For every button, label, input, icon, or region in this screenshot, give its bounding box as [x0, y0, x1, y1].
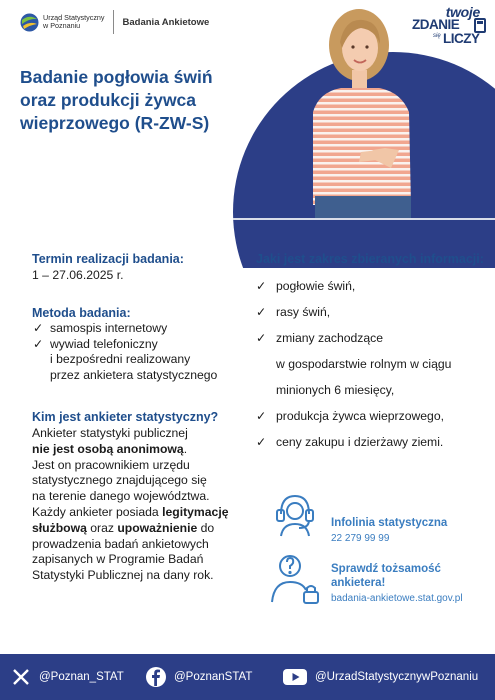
- check-icon: ✓: [256, 331, 267, 345]
- scope-heading: Jaki jest zakres zbieranych informacji:: [256, 252, 484, 266]
- method-item-online: [32, 321, 242, 337]
- method-item-label-l2: i bezpośredni realizowany: [50, 352, 191, 367]
- check-icon: ✓: [33, 336, 44, 351]
- who-line: Statystyki Publicznej na dany rok.: [32, 568, 214, 583]
- method-item-interview: [32, 337, 242, 384]
- who-line: [32, 521, 244, 537]
- authorization-emphasis: upoważnienie: [117, 520, 198, 535]
- headset-icon: [269, 490, 321, 540]
- badge-line3: się: [433, 33, 441, 39]
- scope-item: [256, 429, 491, 455]
- method-item-label-l3: przez ankietera statystycznego: [50, 367, 218, 382]
- check-icon: ✓: [256, 279, 267, 293]
- facebook-social-link[interactable]: [145, 666, 252, 688]
- gus-logo: [20, 10, 209, 34]
- x-handle: @Poznan_STAT: [39, 671, 124, 683]
- logo-title: Badania Ankietowe: [122, 16, 210, 28]
- who-text: Każdy ankieter posiada: [32, 504, 163, 519]
- scope-item-label-l3: minionych 6 miesięcy,: [276, 383, 395, 397]
- scope-item: [256, 273, 491, 299]
- logo-line1: Urząd Statystyczny: [43, 12, 105, 22]
- id-card-emphasis: legitymację: [162, 504, 229, 519]
- verify-line2: ankietera!: [331, 577, 386, 589]
- twoje-zdanie-badge: [408, 4, 486, 46]
- badge-line1: twoje: [445, 4, 480, 20]
- badge-line4: LICZY: [443, 31, 480, 46]
- facebook-handle: @PoznanSTAT: [174, 671, 253, 683]
- check-icon: ✓: [33, 321, 44, 335]
- gus-logo-icon: [20, 13, 39, 32]
- logo-text: [43, 14, 105, 31]
- scope-item-label: ceny zakupu i dzierżawy ziemi.: [276, 435, 444, 449]
- verify-link[interactable]: badania-ankietowe.stat.gov.pl: [331, 593, 463, 604]
- method-item-label: samospis internetowy: [50, 321, 168, 335]
- who-text: do: [197, 520, 215, 535]
- scope-item: [256, 403, 491, 429]
- anonymous-emphasis: nie jest osobą anonimową: [32, 441, 184, 456]
- method-heading: Metoda badania:: [32, 306, 131, 320]
- deadline-heading: Termin realizacji badania:: [32, 252, 184, 266]
- verify-heading: [331, 562, 441, 590]
- who-heading: Kim jest ankieter statystyczny?: [32, 410, 219, 424]
- title-line2: oraz produkcji żywca: [20, 90, 197, 110]
- youtube-social-link[interactable]: [282, 666, 478, 688]
- who-line: na terenie danego województwa.: [32, 489, 210, 504]
- scope-item: [256, 299, 491, 325]
- scope-item: [256, 325, 491, 403]
- interviewer-verify-icon: [266, 548, 322, 606]
- method-list: [32, 321, 242, 383]
- method-item-label: wywiad telefoniczny: [50, 336, 158, 351]
- check-icon: ✓: [256, 305, 267, 319]
- check-icon: ✓: [256, 409, 267, 423]
- verify-line1: Sprawdź tożsamość: [331, 563, 441, 575]
- who-text: .: [183, 441, 188, 456]
- check-icon: ✓: [256, 435, 267, 449]
- who-line: [32, 505, 244, 521]
- calculator-icon: [474, 18, 486, 33]
- badge-line2: ZDANIE: [412, 17, 460, 32]
- x-social-link[interactable]: [10, 666, 124, 688]
- hotline-number[interactable]: 22 279 99 99: [331, 533, 390, 544]
- title-line1: Badanie pogłowia świń: [20, 67, 213, 87]
- logo-line2: w Poznaniu: [43, 21, 81, 30]
- who-line: Ankieter statystyki publicznej: [32, 426, 188, 440]
- who-line: statystycznego znajdującego się: [32, 473, 207, 488]
- title-line3: wieprzowego (R-ZW-S): [20, 113, 210, 133]
- scope-list: [256, 273, 491, 455]
- hotline-label: Infolinia statystyczna: [331, 517, 448, 529]
- who-paragraph: [32, 426, 244, 584]
- facebook-icon: [145, 666, 167, 688]
- who-text: oraz: [86, 520, 118, 535]
- who-line: [32, 442, 244, 458]
- survey-title: [20, 66, 240, 135]
- scope-item-label: zmiany zachodzące: [276, 331, 384, 345]
- scope-item-label: rasy świń,: [276, 305, 331, 319]
- x-icon: [10, 666, 32, 688]
- scope-item-label-l2: w gospodarstwie rolnym w ciągu: [276, 357, 452, 371]
- hero-divider: [233, 218, 495, 220]
- who-line: prowadzenia badań ankietowych: [32, 536, 209, 551]
- woman-photo: [305, 0, 415, 218]
- logo-divider: [113, 10, 114, 34]
- footer-bar: [0, 654, 495, 700]
- scope-item-label: pogłowie świń,: [276, 279, 356, 293]
- deadline-value: 1 – 27.06.2025 r.: [32, 268, 124, 282]
- scope-item-label: produkcja żywca wieprzowego,: [276, 409, 444, 423]
- youtube-icon: [282, 666, 308, 688]
- who-line: Jest on pracownikiem urzędu: [32, 457, 190, 472]
- service-emphasis: służbową: [32, 520, 87, 535]
- youtube-handle: @UrzadStatystycznywPoznaniu: [315, 671, 479, 683]
- who-line: zapisanych w Programie Badań: [32, 552, 204, 567]
